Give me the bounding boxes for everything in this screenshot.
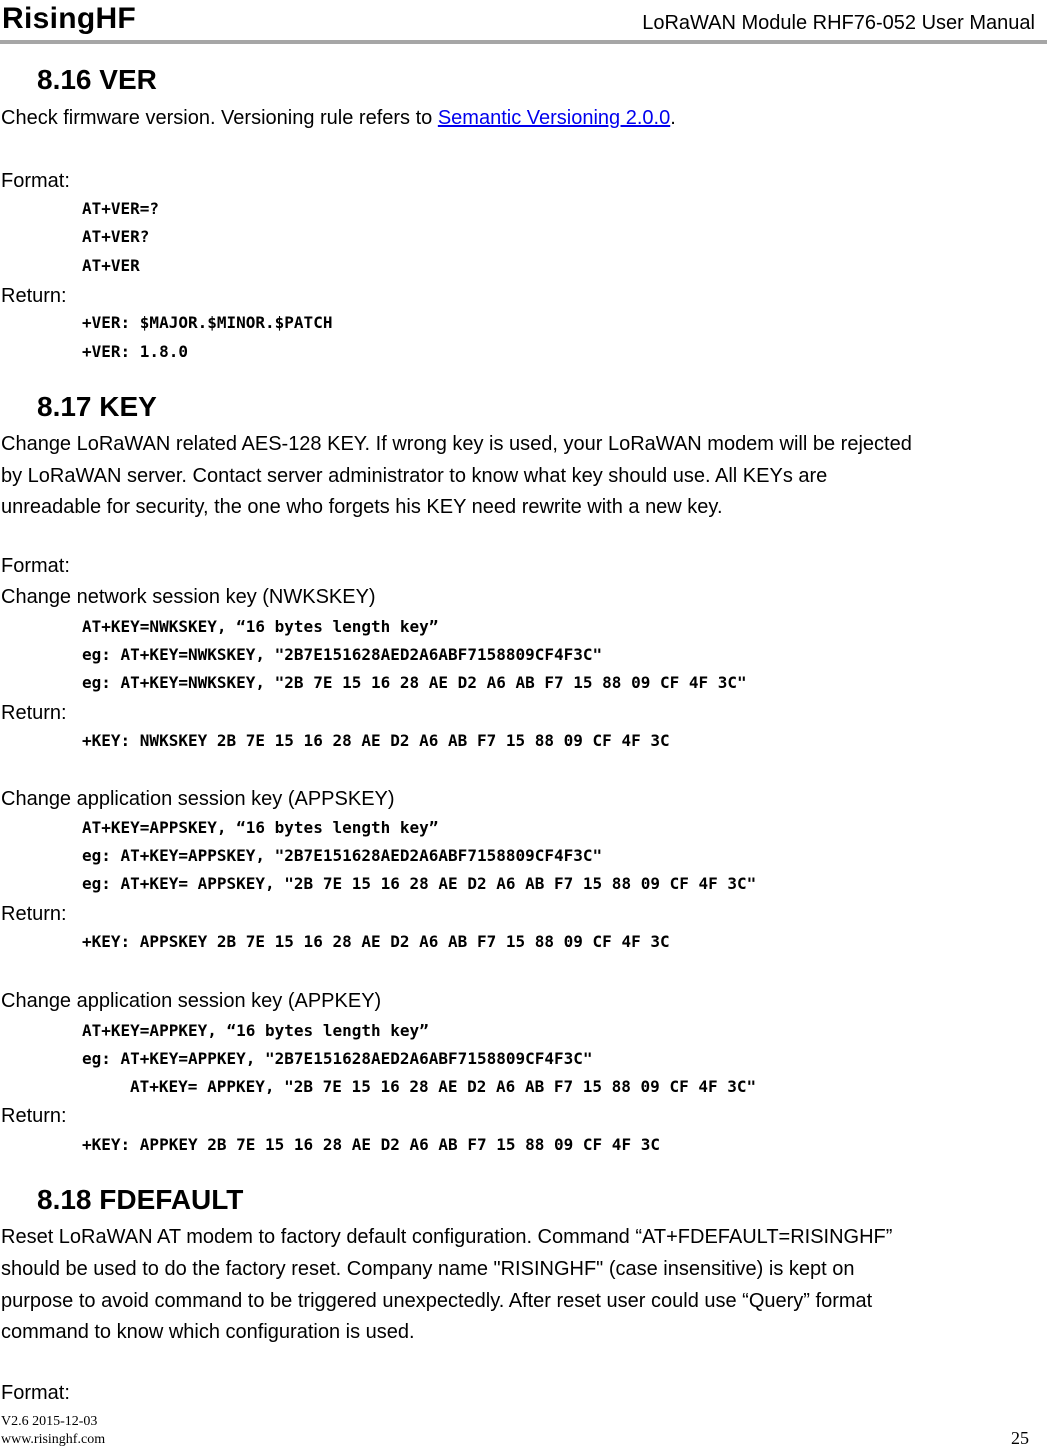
ver-return-label: Return: xyxy=(1,285,67,307)
nwkskey-cmd: AT+KEY=NWKSKEY, “16 bytes length key” xyxy=(82,617,439,636)
header-divider xyxy=(0,40,1047,44)
manual-title: LoRaWAN Module RHF76-052 User Manual xyxy=(642,12,1035,34)
appskey-cmd: eg: AT+KEY= APPSKEY, "2B 7E 15 16 28 AE D2 A6 AB F7 15 88 09 CF 4F 3C" xyxy=(82,874,757,893)
section-heading-key: 8.17 KEY xyxy=(37,391,157,422)
ver-format-cmd: AT+VER? xyxy=(82,227,150,246)
footer-version: V2.6 2015-12-03 xyxy=(1,1414,98,1429)
appkey-return-value: +KEY: APPKEY 2B 7E 15 16 28 AE D2 A6 AB F7 15 88 09 CF 4F 3C xyxy=(82,1135,660,1154)
ver-return-value: +VER: $MAJOR.$MINOR.$PATCH xyxy=(82,313,333,332)
nwkskey-cmd: eg: AT+KEY=NWKSKEY, "2B7E151628AED2A6ABF7158809CF4F3C" xyxy=(82,645,603,664)
key-format-label: Format: xyxy=(1,555,70,577)
ver-return-value: +VER: 1.8.0 xyxy=(82,342,188,361)
appkey-return-label: Return: xyxy=(1,1105,67,1127)
brand-logo: RisingHF xyxy=(2,2,137,35)
appkey-cmd: AT+KEY= APPKEY, "2B 7E 15 16 28 AE D2 A6 AB F7 15 88 09 CF 4F 3C" xyxy=(130,1077,757,1096)
key-paragraph-line: Change LoRaWAN related AES-128 KEY. If wrong key is used, your LoRaWAN modem will be rejected xyxy=(1,433,912,455)
appskey-cmd: AT+KEY=APPSKEY, “16 bytes length key” xyxy=(82,818,439,837)
appkey-cmd: eg: AT+KEY=APPKEY, "2B7E151628AED2A6ABF7158809CF4F3C" xyxy=(82,1049,593,1068)
fdefault-paragraph-line: purpose to avoid command to be triggered unexpectedly. After reset user could use “Query” format xyxy=(1,1290,873,1312)
fdefault-format-label: Format: xyxy=(1,1382,70,1404)
appkey-cmd: AT+KEY=APPKEY, “16 bytes length key” xyxy=(82,1021,429,1040)
ver-format-cmd: AT+VER=? xyxy=(82,199,160,218)
appskey-return-value: +KEY: APPSKEY 2B 7E 15 16 28 AE D2 A6 AB F7 15 88 09 CF 4F 3C xyxy=(82,932,670,951)
ver-format-cmd: AT+VER xyxy=(82,256,140,275)
ver-format-label: Format: xyxy=(1,170,70,192)
key-paragraph-line: by LoRaWAN server. Contact server administrator to know what key should use. All KEYs are xyxy=(1,465,828,487)
nwkskey-return-label: Return: xyxy=(1,702,67,724)
nwkskey-cmd: eg: AT+KEY=NWKSKEY, "2B 7E 15 16 28 AE D2 A6 AB F7 15 88 09 CF 4F 3C" xyxy=(82,673,747,692)
fdefault-paragraph-line: Reset LoRaWAN AT modem to factory default configuration. Command “AT+FDEFAULT=RISINGHF” xyxy=(1,1226,893,1248)
semver-link[interactable]: Semantic Versioning 2.0.0 xyxy=(437,107,671,129)
fdefault-paragraph-line: should be used to do the factory reset. Company name "RISINGHF" (case insensitive) is kept on xyxy=(1,1258,855,1280)
fdefault-paragraph-line: command to know which configuration is used. xyxy=(1,1321,415,1343)
footer-website: www.risinghf.com xyxy=(1,1432,106,1447)
ver-intro: Check firmware version. Versioning rule refers to Semantic Versioning 2.0.0. xyxy=(1,107,676,129)
appkey-title: Change application session key (APPKEY) xyxy=(1,990,382,1012)
appskey-cmd: eg: AT+KEY=APPSKEY, "2B7E151628AED2A6ABF7158809CF4F3C" xyxy=(82,846,603,865)
nwkskey-title: Change network session key (NWKSKEY) xyxy=(1,586,376,608)
section-heading-ver: 8.16 VER xyxy=(37,64,157,95)
key-paragraph-line: unreadable for security, the one who forgets his KEY need rewrite with a new key. xyxy=(1,496,723,518)
appskey-return-label: Return: xyxy=(1,903,67,925)
page-number: 25 xyxy=(1011,1428,1029,1448)
section-heading-fdefault: 8.18 FDEFAULT xyxy=(37,1184,244,1215)
appskey-title: Change application session key (APPSKEY) xyxy=(1,788,395,810)
nwkskey-return-value: +KEY: NWKSKEY 2B 7E 15 16 28 AE D2 A6 AB F7 15 88 09 CF 4F 3C xyxy=(82,731,670,750)
